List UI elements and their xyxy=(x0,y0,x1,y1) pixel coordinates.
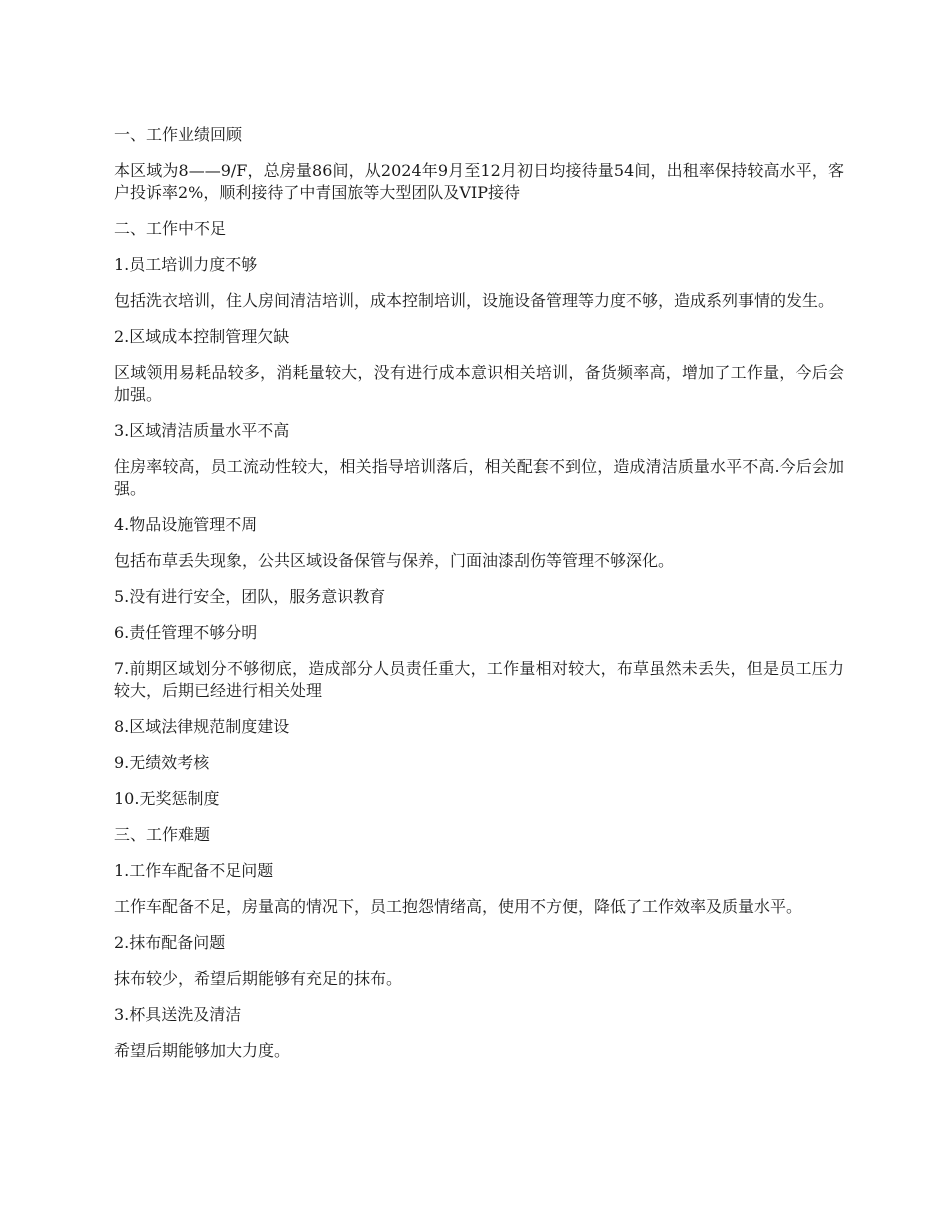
item-heading-facility-management: 4.物品设施管理不周 xyxy=(114,515,258,534)
item-heading-cost-control: 2.区域成本控制管理欠缺 xyxy=(114,327,290,346)
item-heading-regulations: 8.区域法律规范制度建设 xyxy=(114,717,290,736)
item-heading-cleaning-quality: 3.区域清洁质量水平不高 xyxy=(114,421,290,440)
paragraph-review-summary: 本区域为8——9/F，总房量86间，从2024年9月至12月初日均接待量54间，出租率保持较高水平，客户投诉率2%，顺利接待了中青国旅等大型团队及VIP接待 xyxy=(114,161,844,202)
paragraph-cups: 希望后期能够加大力度。 xyxy=(114,1041,291,1060)
item-heading-area-division: 7.前期区域划分不够彻底，造成部分人员责任重大，工作量相对较大，布草虽然未丢失，但是员工压力较大，后期已经进行相关处理 xyxy=(114,659,844,700)
section-heading-shortcomings: 二、工作中不足 xyxy=(114,219,227,238)
section-heading-review: 一、工作业绩回顾 xyxy=(114,125,243,144)
item-heading-rewards: 10.无奖惩制度 xyxy=(114,789,220,808)
paragraph-training: 包括洗衣培训，住人房间清洁培训，成本控制培训，设施设备管理等力度不够，造成系列事情的发生。 xyxy=(114,291,835,310)
item-heading-cups: 3.杯具送洗及清洁 xyxy=(114,1005,242,1024)
item-heading-performance: 9.无绩效考核 xyxy=(114,753,210,772)
item-heading-responsibility: 6.责任管理不够分明 xyxy=(114,623,258,642)
paragraph-cleaning-quality: 住房率较高，员工流动性较大，相关指导培训落后，相关配套不到位，造成清洁质量水平不高.今后会加强。 xyxy=(114,457,844,498)
paragraph-carts: 工作车配备不足，房量高的情况下，员工抱怨情绪高，使用不方便，降低了工作效率及质量水平。 xyxy=(114,897,803,916)
paragraph-facility-management: 包括布草丢失现象，公共区域设备保管与保养，门面油漆刮伤等管理不够深化。 xyxy=(114,551,675,570)
item-heading-safety-education: 5.没有进行安全，团队，服务意识教育 xyxy=(114,587,386,606)
section-heading-difficulties: 三、工作难题 xyxy=(114,825,211,844)
paragraph-cloths: 抹布较少，希望后期能够有充足的抹布。 xyxy=(114,969,403,988)
item-heading-training: 1.员工培训力度不够 xyxy=(114,255,258,274)
item-heading-cloths: 2.抹布配备问题 xyxy=(114,933,226,952)
document-page xyxy=(114,124,844,1076)
paragraph-cost-control: 区域领用易耗品较多，消耗量较大，没有进行成本意识相关培训，备货频率高，增加了工作量，今后会加强。 xyxy=(114,363,844,404)
item-heading-carts: 1.工作车配备不足问题 xyxy=(114,861,274,880)
